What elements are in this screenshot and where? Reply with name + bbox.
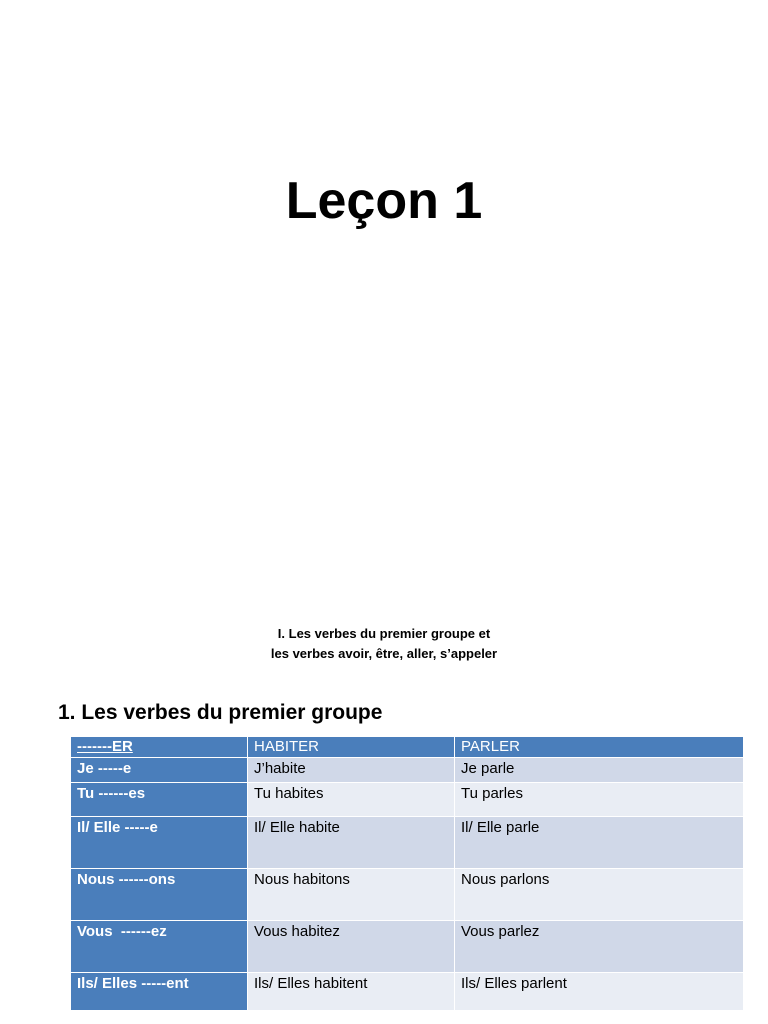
row-habiter — [248, 817, 455, 869]
row-habiter — [248, 921, 455, 973]
row-parler — [455, 869, 744, 921]
table-row — [71, 973, 744, 1011]
row-pronoun — [71, 783, 248, 817]
header-ending: -------ER — [71, 737, 248, 758]
habiter-text: Ils/ Elles habitent — [254, 975, 368, 992]
row-parler — [455, 973, 744, 1011]
parler-text: Il/ Elle parle — [461, 819, 540, 836]
pronoun-text: Il/ Elle -----e — [77, 819, 158, 836]
parler-text: Vous parlez — [461, 923, 540, 940]
row-habiter — [248, 869, 455, 921]
subtitle-line-1: I. Les verbes du premier groupe et — [277, 626, 491, 641]
row-pronoun — [71, 869, 248, 921]
parler-text: Nous parlons — [461, 871, 550, 888]
pronoun-text: Nous ------ons — [77, 871, 176, 888]
row-pronoun — [71, 973, 248, 1011]
row-pronoun — [71, 817, 248, 869]
row-parler — [455, 783, 744, 817]
row-habiter — [248, 758, 455, 783]
subtitle-line-2: les verbes avoir, être, aller, s’appeler — [270, 646, 498, 661]
table-row — [71, 817, 744, 869]
parler-text: Tu parles — [461, 785, 523, 802]
header-habiter: HABITER — [248, 737, 455, 758]
row-parler — [455, 758, 744, 783]
row-parler — [455, 817, 744, 869]
row-pronoun — [71, 758, 248, 783]
row-habiter — [248, 973, 455, 1011]
table-row — [71, 783, 744, 817]
row-pronoun — [71, 921, 248, 973]
page-title: Leçon 1 — [285, 172, 483, 230]
habiter-text: J’habite — [254, 760, 306, 777]
pronoun-text: Je -----e — [77, 760, 132, 777]
section-heading: 1. Les verbes du premier groupe — [58, 701, 383, 724]
table-header-row — [71, 737, 744, 758]
habiter-text: Nous habitons — [254, 871, 350, 888]
table-row — [71, 921, 744, 973]
row-habiter — [248, 783, 455, 817]
parler-text: Ils/ Elles parlent — [461, 975, 567, 992]
table-row — [71, 869, 744, 921]
habiter-text: Il/ Elle habite — [254, 819, 340, 836]
parler-text: Je parle — [461, 760, 515, 777]
pronoun-text: Ils/ Elles -----ent — [77, 975, 189, 992]
row-parler — [455, 921, 744, 973]
habiter-text: Tu habites — [254, 785, 324, 802]
conjugation-table — [70, 736, 744, 1011]
table-row — [71, 758, 744, 783]
pronoun-text: Vous ------ez — [77, 923, 167, 940]
lesson-subtitle — [0, 624, 768, 664]
pronoun-text: Tu ------es — [77, 785, 146, 802]
habiter-text: Vous habitez — [254, 923, 340, 940]
header-parler: PARLER — [455, 737, 744, 758]
